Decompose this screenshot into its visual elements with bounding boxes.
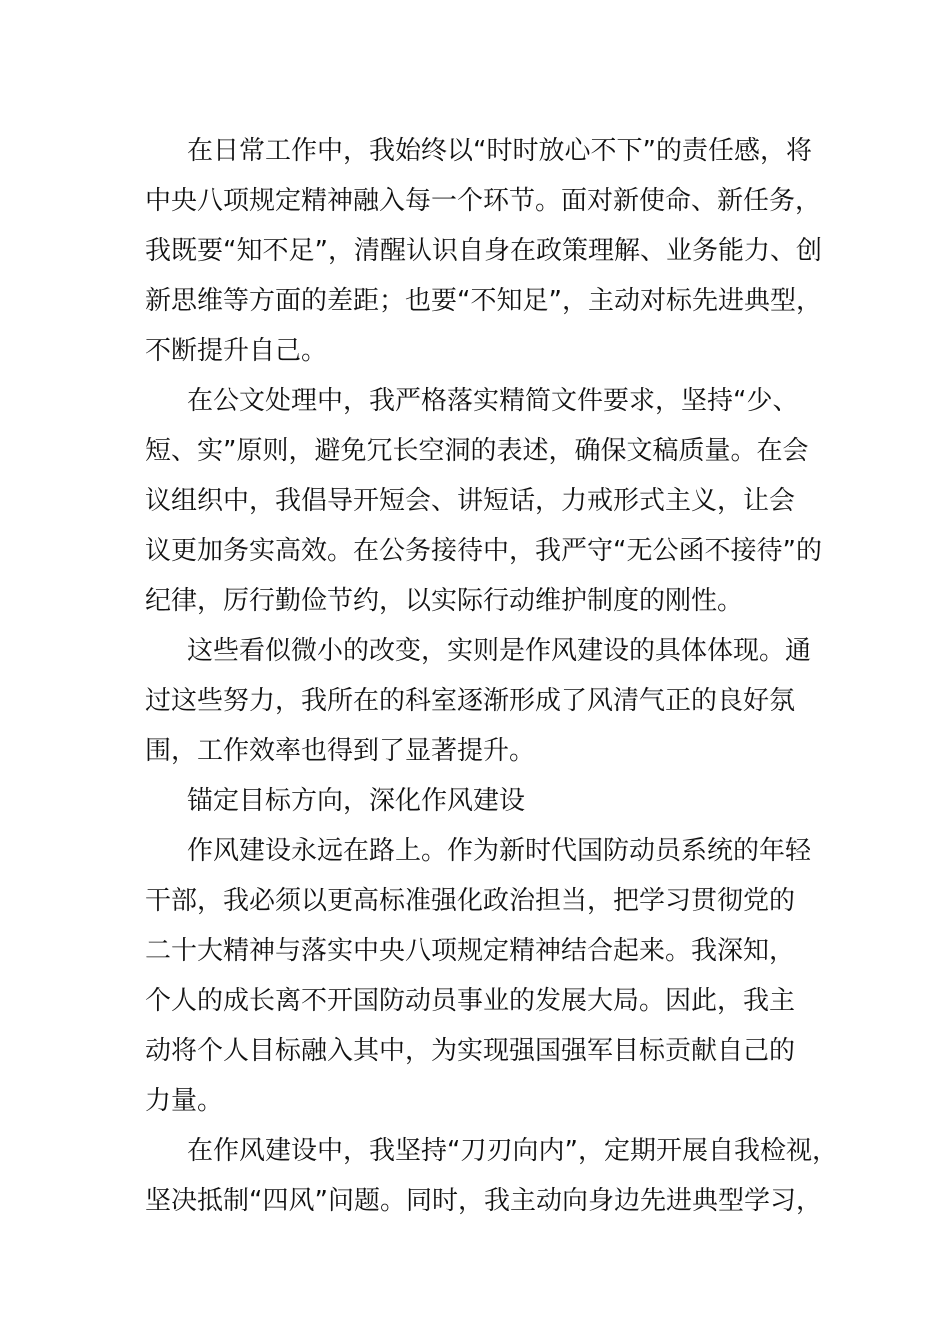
- text-line: 二十大精神与落实中央八项规定精神结合起来。我深知，: [145, 936, 796, 966]
- text-line: 新思维等方面的差距；也要“不知足”，主动对标先进典型，: [145, 286, 822, 316]
- section-heading: 锚定目标方向，深化作风建设: [187, 786, 526, 816]
- text-line: 议组织中，我倡导开短会、讲短话，力戒形式主义，让会: [145, 486, 796, 516]
- text-line: 作风建设永远在路上。作为新时代国防动员系统的年轻: [187, 836, 812, 866]
- text-line: 坚决抵制“四风”问题。同时，我主动向身边先进典型学习，: [145, 1186, 822, 1216]
- text-line: 在日常工作中，我始终以“时时放心不下”的责任感，将: [187, 136, 812, 166]
- text-line: 在作风建设中，我坚持“刀刃向内”，定期开展自我检视，: [187, 1136, 838, 1166]
- text-line: 个人的成长离不开国防动员事业的发展大局。因此，我主: [145, 986, 796, 1016]
- text-line: 围，工作效率也得到了显著提升。: [145, 736, 536, 766]
- text-line: 这些看似微小的改变，实则是作风建设的具体体现。通: [187, 636, 812, 666]
- text-line: 不断提升自己。: [145, 336, 328, 366]
- text-line: 动将个人目标融入其中，为实现强国强军目标贡献自己的: [145, 1036, 796, 1066]
- text-line: 力量。: [145, 1086, 224, 1116]
- text-line: 短、实”原则，避免冗长空洞的表述，确保文稿质量。在会: [145, 436, 809, 466]
- text-line: 干部，我必须以更高标准强化政治担当，把学习贯彻党的: [145, 886, 796, 916]
- text-line: 在公文处理中，我严格落实精简文件要求，坚持“少、: [187, 386, 799, 416]
- text-line: 我既要“知不足”，清醒认识自身在政策理解、业务能力、创: [145, 236, 822, 266]
- text-line: 过这些努力，我所在的科室逐渐形成了风清气正的良好氛: [145, 686, 796, 716]
- text-line: 中央八项规定精神融入每一个环节。面对新使命、新任务，: [145, 186, 822, 216]
- text-line: 议更加务实高效。在公务接待中，我严守“无公函不接待”的: [145, 536, 822, 566]
- text-line: 纪律，厉行勤俭节约，以实际行动维护制度的刚性。: [145, 586, 744, 616]
